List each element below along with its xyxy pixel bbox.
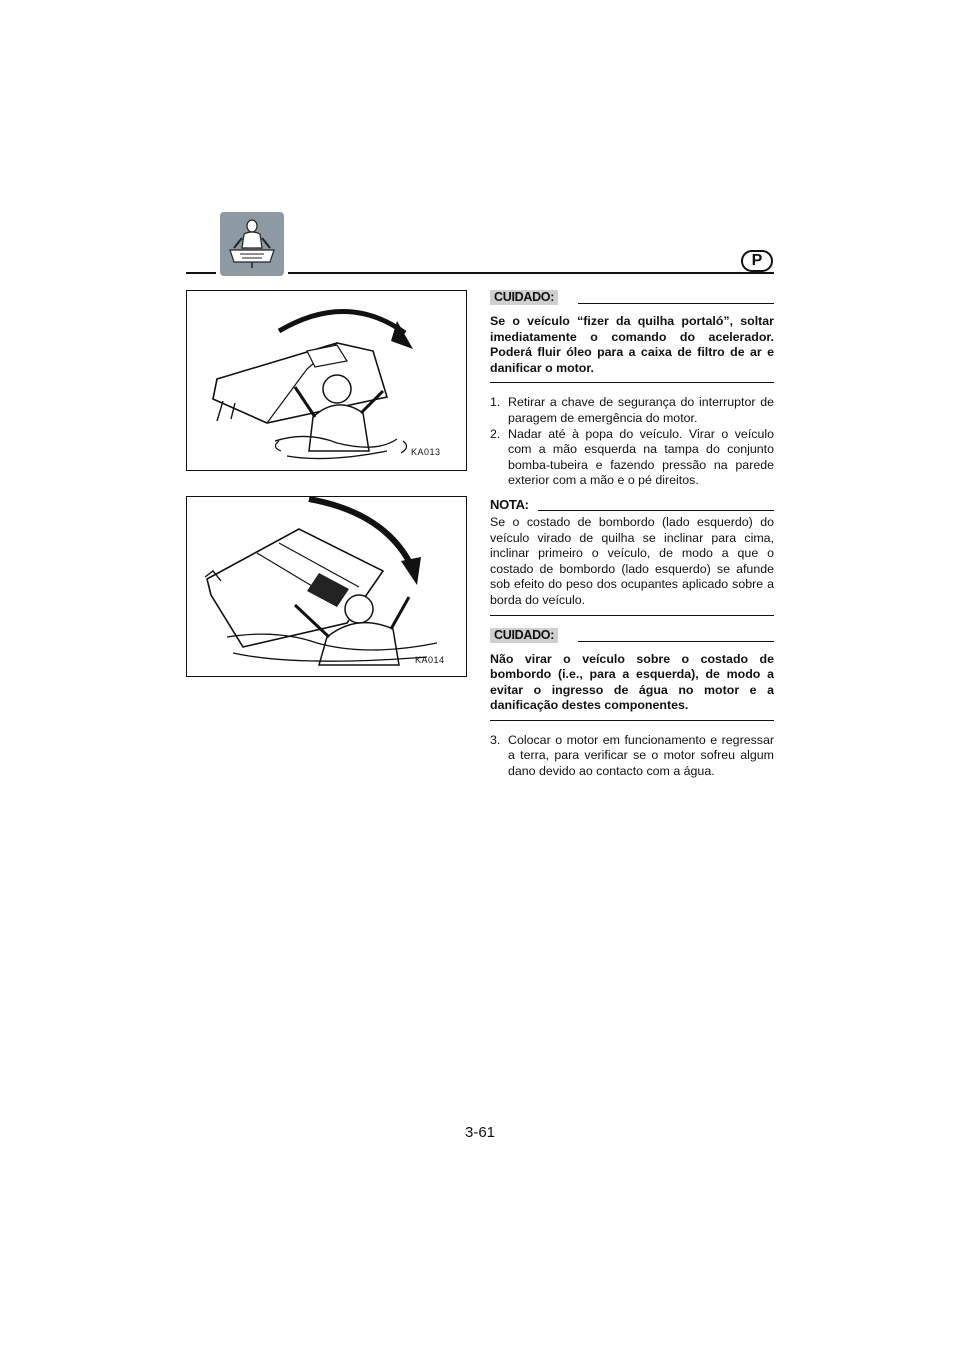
step-text: Retirar a chave de segurança do interruptor de paragem de emergência do motor.	[508, 395, 774, 425]
list-item	[490, 733, 774, 780]
text-column	[490, 290, 774, 780]
list-item	[490, 395, 774, 426]
caution-heading	[490, 290, 774, 306]
caution-end-rule	[490, 382, 774, 383]
steps-list	[490, 733, 774, 780]
step-number: 2.	[490, 426, 501, 441]
figure-code: KA014	[415, 655, 445, 665]
step-text: Nadar até à popa do veículo. Virar o veículo com a mão esquerda na tampa do conjunto bomba-tubeira e fazendo pressão na parede exterior com a mão e o pé direitos.	[508, 426, 774, 488]
note-heading-rule	[538, 510, 774, 511]
steps-list	[490, 395, 774, 489]
figure-capsized-craft-rotation	[186, 290, 467, 471]
figure-craft-rolled-upright	[186, 496, 467, 677]
caution-end-rule	[490, 720, 774, 721]
caution-label: CUIDADO:	[490, 290, 558, 305]
caution-text: Se o veículo “fizer da quilha portaló”, soltar imediatamente o comando do acelerador. Poderá fluir óleo para a caixa de filtro de ar e danificar o motor.	[490, 314, 774, 375]
step-text: Colocar o motor em funcionamento e regressar a terra, para verificar se o motor sofreu algum dano devido ao contacto com a água.	[508, 732, 774, 779]
page-number: 3-61	[464, 1124, 496, 1141]
illustration-rider-righting-craft	[187, 291, 465, 469]
caution-text: Não virar o veículo sobre o costado de bombordo (i.e., para a esquerda), de modo a evitar o ingresso de água no motor e a danificação destes componentes.	[490, 651, 774, 713]
header-rule-right	[288, 272, 774, 274]
note-label: NOTA:	[490, 496, 529, 512]
figure-code: KA013	[411, 447, 441, 457]
illustration-rider-rolling-craft	[187, 497, 465, 675]
list-item	[490, 427, 774, 489]
caution-heading-rule	[578, 641, 774, 642]
caution-heading	[490, 628, 774, 644]
note-text: Se o costado de bombordo (lado esquerdo) do veículo virado de quilha se inclinar para cima, inclinar primeiro o veículo, de modo a que o costado de bombordo (lado esquerdo) se afunde sob efeito do peso dos ocupantes aplicado sobre a borda do veículo.	[490, 514, 774, 607]
step-number: 3.	[490, 732, 501, 747]
caution-label: CUIDADO:	[490, 628, 558, 643]
note-end-rule	[490, 615, 774, 616]
note-heading	[490, 497, 774, 513]
caution-heading-rule	[578, 303, 774, 304]
step-number: 1.	[490, 395, 501, 410]
language-badge: P	[741, 250, 773, 272]
header-rule-left	[186, 272, 216, 274]
personal-watercraft-rider-icon	[220, 212, 284, 276]
